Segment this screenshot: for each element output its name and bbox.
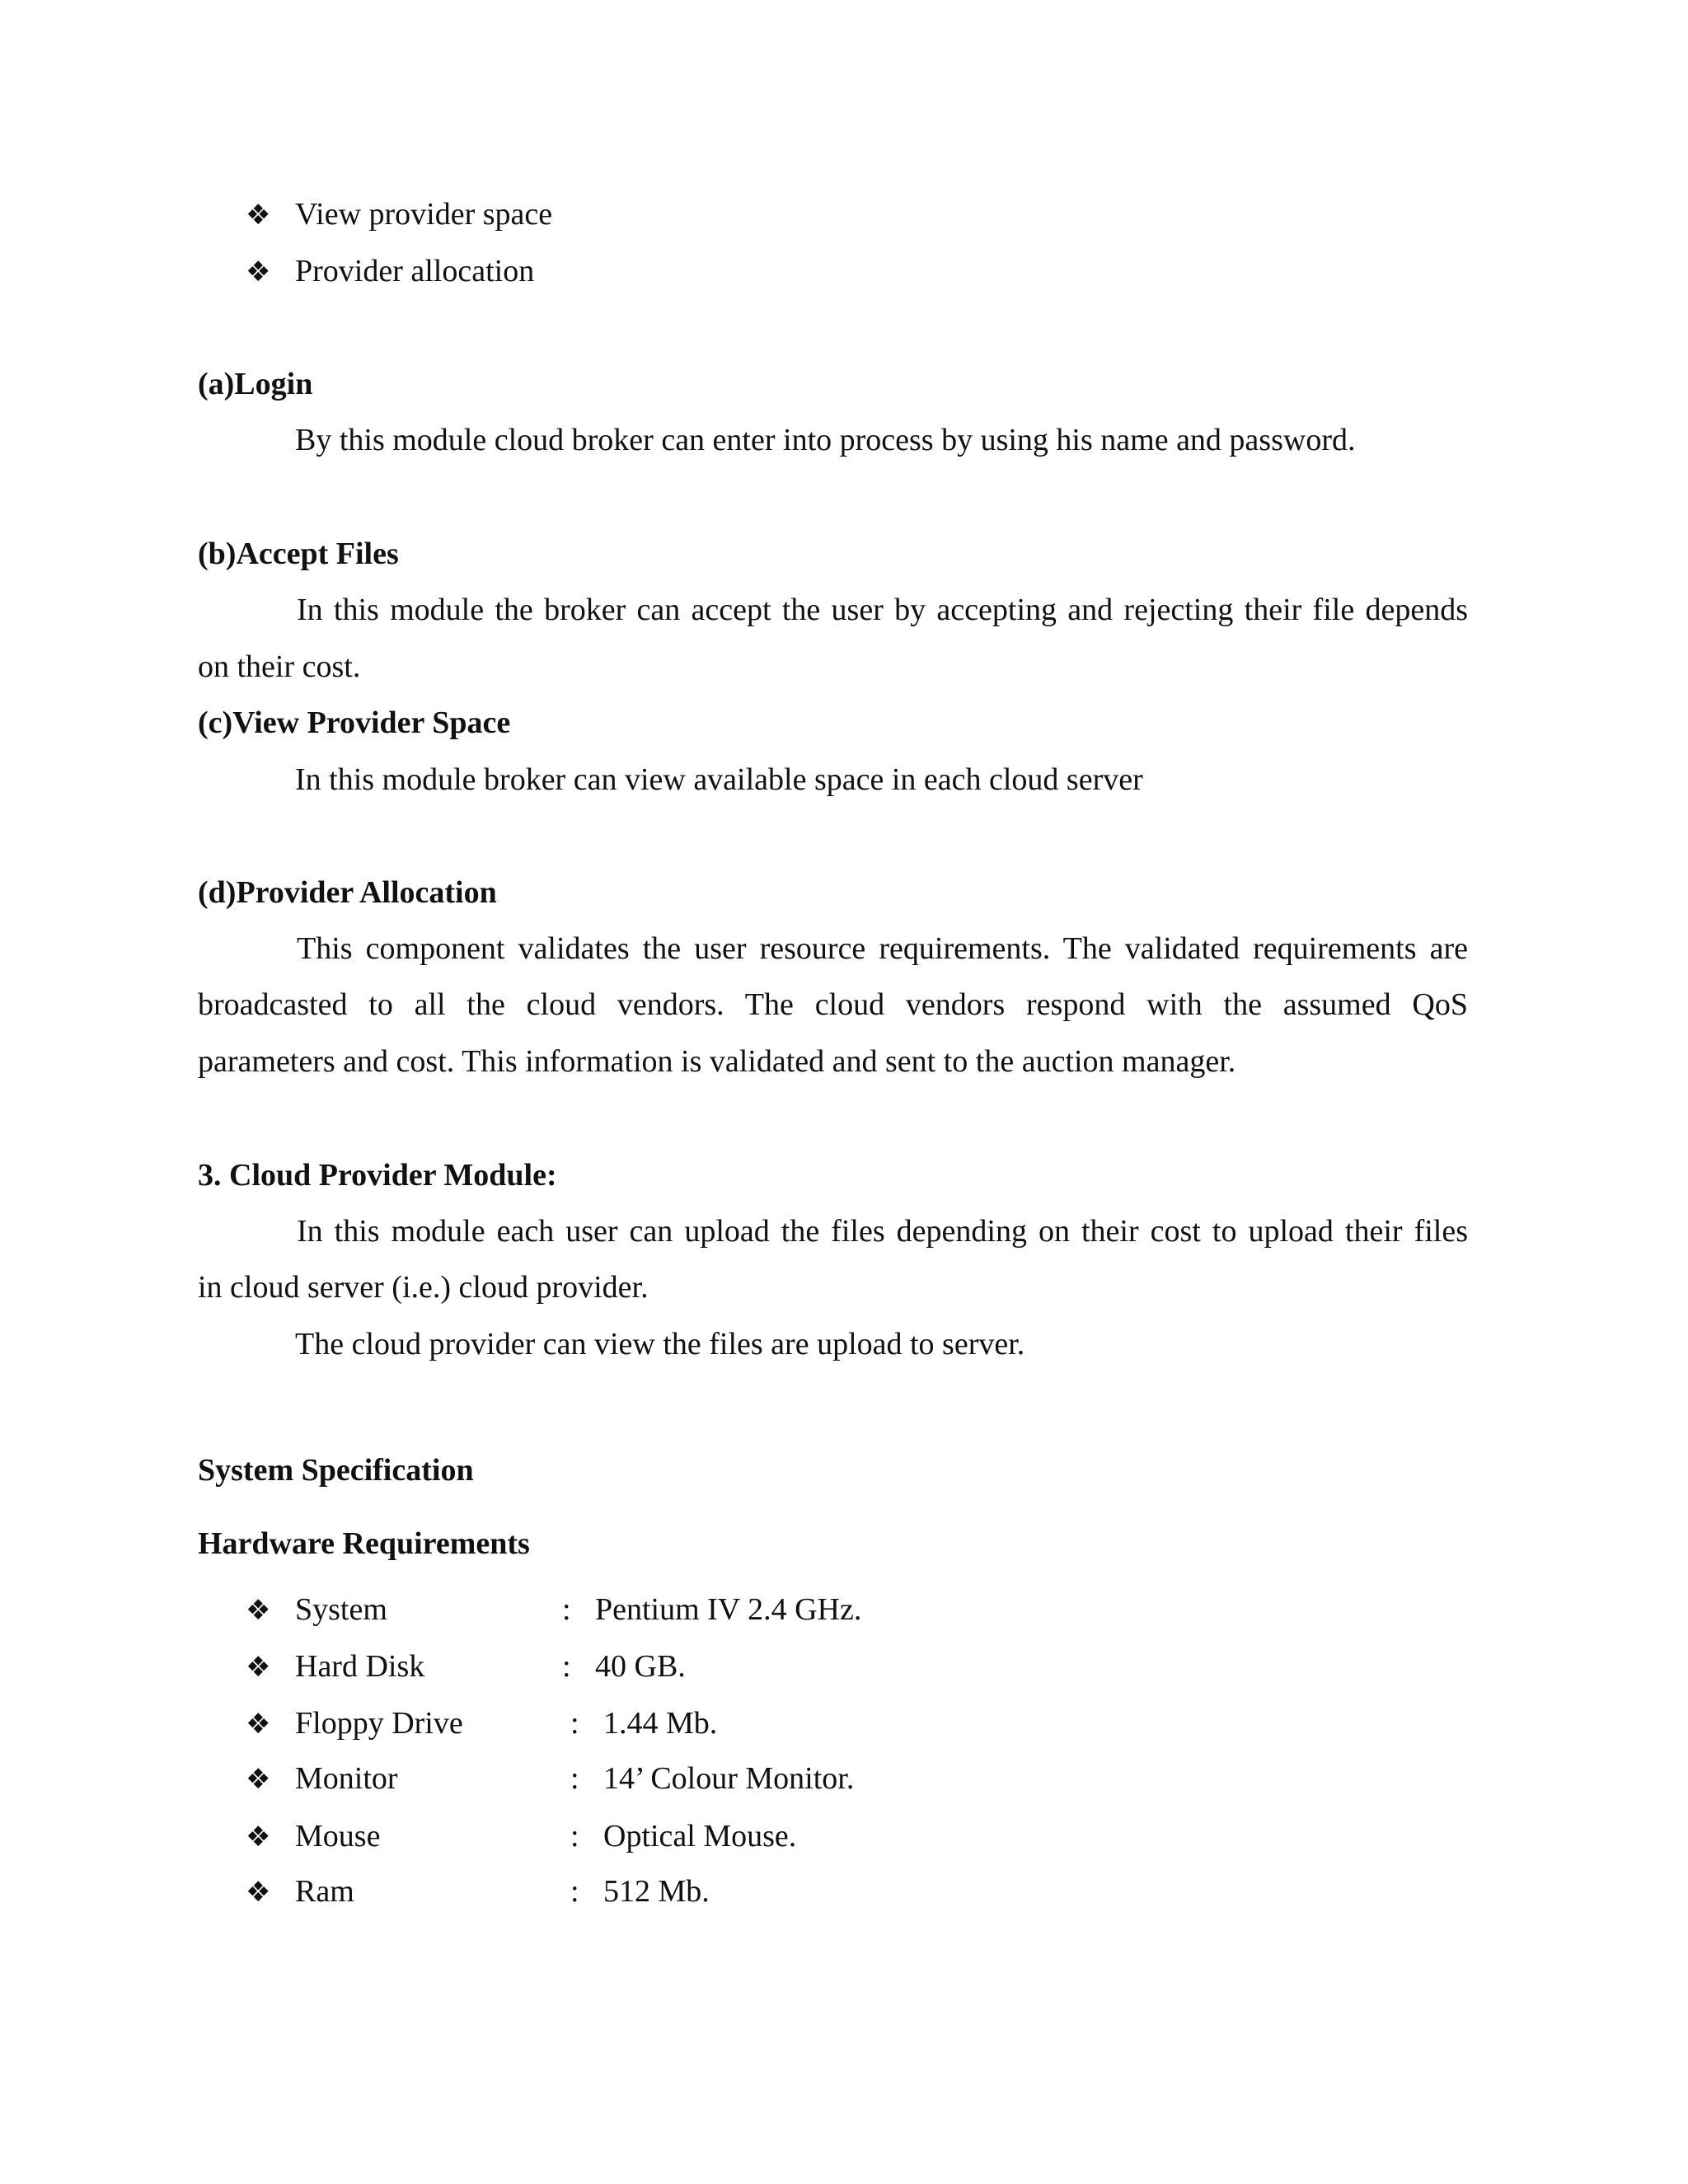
spec-label: System (295, 1592, 387, 1627)
spec-value: 512 Mb. (603, 1874, 710, 1909)
hardware-spec-row (0, 1594, 1688, 1635)
spec-value: 40 GB. (595, 1649, 686, 1684)
bullet-icon: ❖ (246, 1876, 271, 1909)
top-bullet-item: Provider allocation (295, 254, 535, 288)
hardware-spec-row (0, 1821, 1688, 1862)
accept-files-body-line-1: In this module the broker can accept the user by accepting and rejecting their file depends (297, 593, 1468, 627)
hardware-spec-row (0, 1708, 1688, 1749)
section-heading-accept-files: (b)Accept Files (198, 537, 399, 571)
bullet-icon: ❖ (246, 199, 271, 232)
spec-separator: : (570, 1761, 579, 1796)
provider-allocation-body-line-1: This component validates the user resource requirements. The validated requirements are (297, 931, 1468, 966)
spec-value: Optical Mouse. (603, 1819, 797, 1854)
spec-separator: : (570, 1706, 579, 1741)
spec-separator: : (562, 1592, 571, 1627)
spec-label: Ram (295, 1874, 354, 1909)
spec-separator: : (570, 1874, 579, 1909)
accept-files-body-line-2: on their cost. (198, 649, 361, 684)
hardware-spec-row (0, 1763, 1688, 1804)
bullet-icon: ❖ (246, 255, 271, 288)
provider-allocation-body-line-3: parameters and cost. This information is validated and sent to the auction manager. (198, 1044, 1236, 1079)
spec-value: Pentium IV 2.4 GHz. (595, 1592, 862, 1627)
view-provider-space-body: In this module broker can view available space in each cloud server (295, 762, 1143, 797)
spec-label: Floppy Drive (295, 1706, 463, 1741)
section-heading-login: (a)Login (198, 367, 313, 401)
section-heading-system-specification: System Specification (198, 1453, 474, 1488)
cloud-provider-module-body-line-2: in cloud server (i.e.) cloud provider. (198, 1270, 649, 1305)
provider-allocation-body-line-2: broadcasted to all the cloud vendors. The cloud vendors respond with the assumed QoS (198, 987, 1468, 1022)
spec-value: 1.44 Mb. (603, 1706, 718, 1741)
hardware-spec-row (0, 1876, 1688, 1917)
section-heading-cloud-provider-module: 3. Cloud Provider Module: (198, 1158, 557, 1193)
bullet-icon: ❖ (246, 1651, 271, 1684)
spec-label: Hard Disk (295, 1649, 425, 1684)
section-heading-provider-allocation: (d)Provider Allocation (198, 875, 497, 910)
spec-separator: : (562, 1649, 571, 1684)
spec-value: 14’ Colour Monitor. (603, 1761, 855, 1796)
cloud-provider-module-body-line-3: The cloud provider can view the files are upload to server. (295, 1327, 1025, 1361)
cloud-provider-module-body-line-1: In this module each user can upload the files depending on their cost to upload their files (297, 1214, 1468, 1249)
section-heading-view-provider-space: (c)View Provider Space (198, 705, 511, 740)
spec-separator: : (570, 1819, 579, 1854)
bullet-icon: ❖ (246, 1821, 271, 1854)
hardware-spec-row (0, 1651, 1688, 1692)
bullet-icon: ❖ (246, 1763, 271, 1796)
bullet-icon: ❖ (246, 1708, 271, 1741)
spec-label: Monitor (295, 1761, 398, 1796)
bullet-icon: ❖ (246, 1594, 271, 1627)
top-bullet-item: View provider space (295, 197, 553, 232)
section-heading-hardware-requirements: Hardware Requirements (198, 1526, 530, 1561)
spec-label: Mouse (295, 1819, 381, 1854)
login-body: By this module cloud broker can enter into process by using his name and password. (295, 423, 1356, 457)
